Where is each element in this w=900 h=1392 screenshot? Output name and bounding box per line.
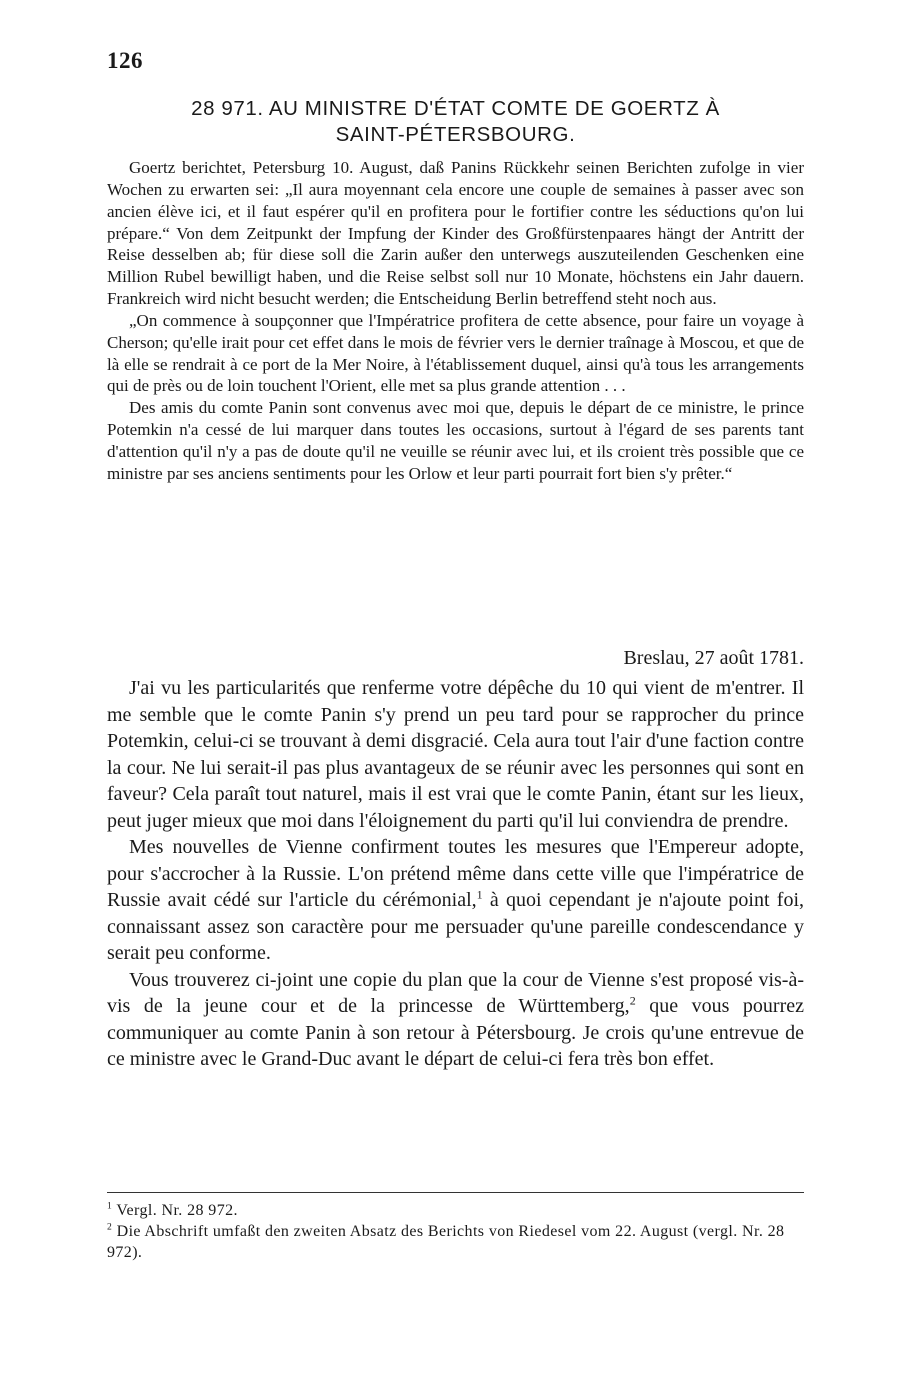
summary-paragraph: Goertz berichtet, Petersburg 10. August, daß Panins Rückkehr seinen Berichten zufolge in vier Wochen zu erwarten sei: „Il aura moyennant cela encore une couple de semaines à passer avec son ancien élève ici, et il faut espérer qu'il en profitera pour le fortifier contre les séductions qu'on lui prépare.“ Von dem Zeitpunkt der Impfung der Kinder des Großfürstenpaares hängt der Antritt der Reise desselben ab; für diese soll die Zarin außer den unterwegs auszuteilenden Geschenken eine Million Rubel bewilligt haben, und die Reise selbst soll nur 10 Monate, höchstens ein Jahr dauern. Frankreich wird nicht besucht werden; die Entscheidung Berlin betreffend steht noch aus. — [107, 158, 804, 309]
footnote-ref: 2 — [629, 993, 636, 1008]
footnote-text: Die Abschrift umfaßt den zweiten Absatz des Berichts von Riedesel vom 22. August (vergl. Nr. 28 972). — [107, 1223, 785, 1261]
footnote-mark: 1 — [107, 1200, 113, 1212]
letter-heading — [107, 96, 804, 148]
letter-paragraph — [107, 834, 804, 967]
place-date: Breslau, 27 août 1781. — [623, 647, 804, 669]
summary-paragraph: „On commence à soupçonner que l'Impératrice profitera de cette absence, pour faire un voyage à Cherson; qu'elle irait pour cet effet dans le mois de février vers le dernier traînage à Moscou, et que de là elle se rendrait à ce port de la Mer Noire, à l'établissement duquel, ainsi qu'à tous les arrangements qui de près ou de loin touchent l'Orient, elle met sa plus grande attention . . . — [107, 310, 804, 396]
paragraph-text: à quoi cependant je n'ajoute point foi, connaissant assez son caractère pour me persuader qu'une pareille condescendance y serait peu conforme. — [107, 889, 804, 964]
footnote-ref: 1 — [476, 887, 483, 902]
footnotes — [107, 1200, 804, 1263]
footnote-mark: 2 — [107, 1221, 113, 1233]
page-number: 126 — [107, 48, 143, 73]
german-summary — [107, 157, 804, 485]
footnote-text: Vergl. Nr. 28 972. — [116, 1202, 238, 1219]
footnote-separator — [107, 1192, 804, 1193]
letter-body — [107, 675, 804, 1073]
footnote — [107, 1221, 804, 1263]
paragraph-text: Mes nouvelles de Vienne confirment toutes les mesures que l'Empereur adopte, pour s'accrocher à la Russie. L'on prétend même dans cette ville que l'impératrice de Russie avait cédé sur l'article du cérémonial, — [107, 836, 804, 911]
heading-line-1: 28 971. AU MINISTRE D'ÉTAT COMTE DE GOERTZ À — [191, 97, 720, 120]
footnote — [107, 1200, 804, 1221]
heading-line-2: SAINT-PÉTERSBOURG. — [335, 123, 576, 146]
paragraph-text: que vous pourrez communiquer au comte Panin à son retour à Pétersbourg. Je crois qu'une entrevue de ce ministre avec le Grand-Duc avant le départ de celui-ci fera très bon effet. — [107, 995, 804, 1070]
paragraph-text: Vous trouverez ci-joint une copie du plan que la cour de Vienne s'est proposé vis-à-vis de la jeune cour et de la princesse de Württemberg, — [107, 968, 804, 1017]
summary-paragraph: Des amis du comte Panin sont convenus avec moi que, depuis le départ de ce ministre, le prince Potemkin n'a cessé de lui marquer dans toutes les occasions, surtout à l'égard de ses parents tant d'attention qu'il n'y a pas de doute qu'il ne veuille se réunir avec lui, et ils croient très possible que ce ministre par ses anciens sentiments pour les Orlow et leur parti pourrait fort bien s'y prêter.“ — [107, 398, 804, 483]
letter-paragraph: J'ai vu les particularités que renferme votre dépêche du 10 qui vient de m'entrer. Il me semble que le comte Panin s'y prend un peu tard pour se rapprocher du prince Potemkin, celui-ci se trouvant à demi disgracié. Cela aura tout l'air d'une faction contre la cour. Ne lui serait-il pas plus avantageux de se réunir avec les personnes qui sont en faveur? Cela paraît tout naturel, mais il est vrai que le comte Panin, étant sur les lieux, peut juger mieux que moi dans l'éloignement du parti qu'il lui conviendra de prendre. — [107, 677, 804, 832]
letter-paragraph — [107, 967, 804, 1073]
